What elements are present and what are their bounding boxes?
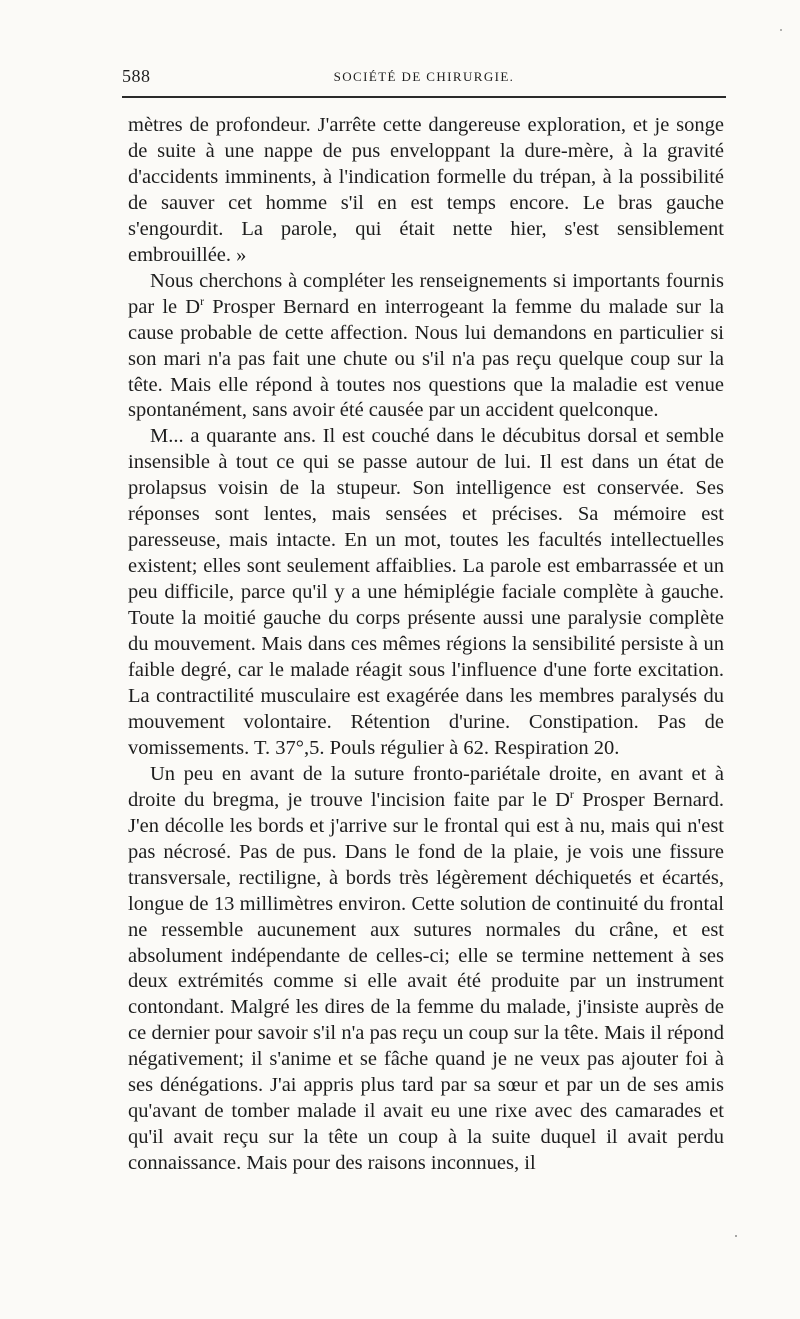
paragraph-text-before: Nous cherchons à compléter les renseignements si importants fournis par le D xyxy=(128,269,724,318)
header-rule xyxy=(122,96,726,98)
paragraph-3 xyxy=(128,424,724,761)
page-header xyxy=(122,62,726,90)
running-title: SOCIÉTÉ DE CHIRURGIE. xyxy=(333,69,515,84)
paragraph-1 xyxy=(128,113,724,269)
superscript: r xyxy=(200,293,205,308)
page-number: 588 xyxy=(122,66,151,86)
paragraph-text: M... a quarante ans. Il est couché dans le décubitus dorsal et semble insensible à tout ce qui se passe autour de lui. Il est dans un état de prolapsus voisin de la stupeur. Son intelligence est conservée. Ses réponses sont lentes, mais sensées et précises. Sa mémoire est paresseuse, mais intacte. En un mot, toutes les facultés intellectuelles existent; elles sont seulement affaiblies. La parole est embarrassée et un peu difficile, parce qu'il y a une hémiplégie faciale complète à gauche. Toute la moitié gauche du corps présente aussi une paralysie complète du mouvement. Mais dans ces mêmes régions la sensibilité persiste à un faible degré, car le malade réagit sous l'influence d'une forte excitation. La contractilité musculaire est exagérée dans les membres paralysés du mouvement volontaire. Rétention d'urine. Constipation. Pas de vomissements. T. 37°,5. Pouls régulier à 62. Respiration 20. xyxy=(128,425,724,759)
paragraph-text-after: Prosper Bernard en interrogeant la femme du malade sur la cause probable de cette affection. Nous lui demandons en particulier si son mari n'a pas fait une chute ou s'il n'a pas reçu quelque coup sur la tête. Mais elle répond à toutes nos questions que la maladie est venue spontanément, sans avoir été causée par un accident quelconque. xyxy=(128,295,724,422)
superscript: r xyxy=(569,786,574,801)
body-text xyxy=(128,113,724,1177)
paragraph-2 xyxy=(128,269,724,425)
paragraph-text-after: Prosper Bernard. J'en décolle les bords et j'arrive sur le frontal qui est à nu, mais qui n'est pas nécrosé. Pas de pus. Dans le fond de la plaie, je vois une fissure transversale, rectiligne, à bords très légèrement déchiquetés et écartés, longue de 13 millimètres environ. Cette solution de continuité du frontal ne ressemble aucunement aux sutures normales du crâne, et est absolument indépendante de celles-ci; elle se termine nettement à ses deux extrémités comme si elle avait été produite par un instrument contondant. Malgré les dires de la femme du malade, j'insiste auprès de ce dernier pour savoir s'il n'a pas reçu un coup sur la tête. Mais il répond négativement; il s'anime et se fâche quand je ne veux pas ajouter foi à ses dénégations. J'ai appris plus tard par sa sœur et par un de ses amis qu'avant de tomber malade il avait eu une rixe avec des camarades et qu'il avait reçu sur la tête un coup à la suite duquel il avait perdu connaissance. Mais pour des raisons inconnues, il xyxy=(128,788,725,1175)
paragraph-text-before: Un peu en avant de la suture fronto-pariétale droite, en avant et à droite du bregma, je trouve l'incision faite par le D xyxy=(128,762,724,811)
ink-speck xyxy=(735,1235,737,1237)
paragraph-4 xyxy=(128,762,724,1177)
paragraph-text: mètres de profondeur. J'arrête cette dangereuse exploration, et je songe de suite à une nappe de pus enveloppant la dure-mère, à la gravité d'accidents imminents, à l'indication formelle du trépan, à la possibilité de sauver cet homme s'il en est temps encore. Le bras gauche s'engourdit. La parole, qui était nette hier, s'est sensiblement embrouillée. » xyxy=(128,114,724,266)
ink-speck xyxy=(780,29,782,31)
